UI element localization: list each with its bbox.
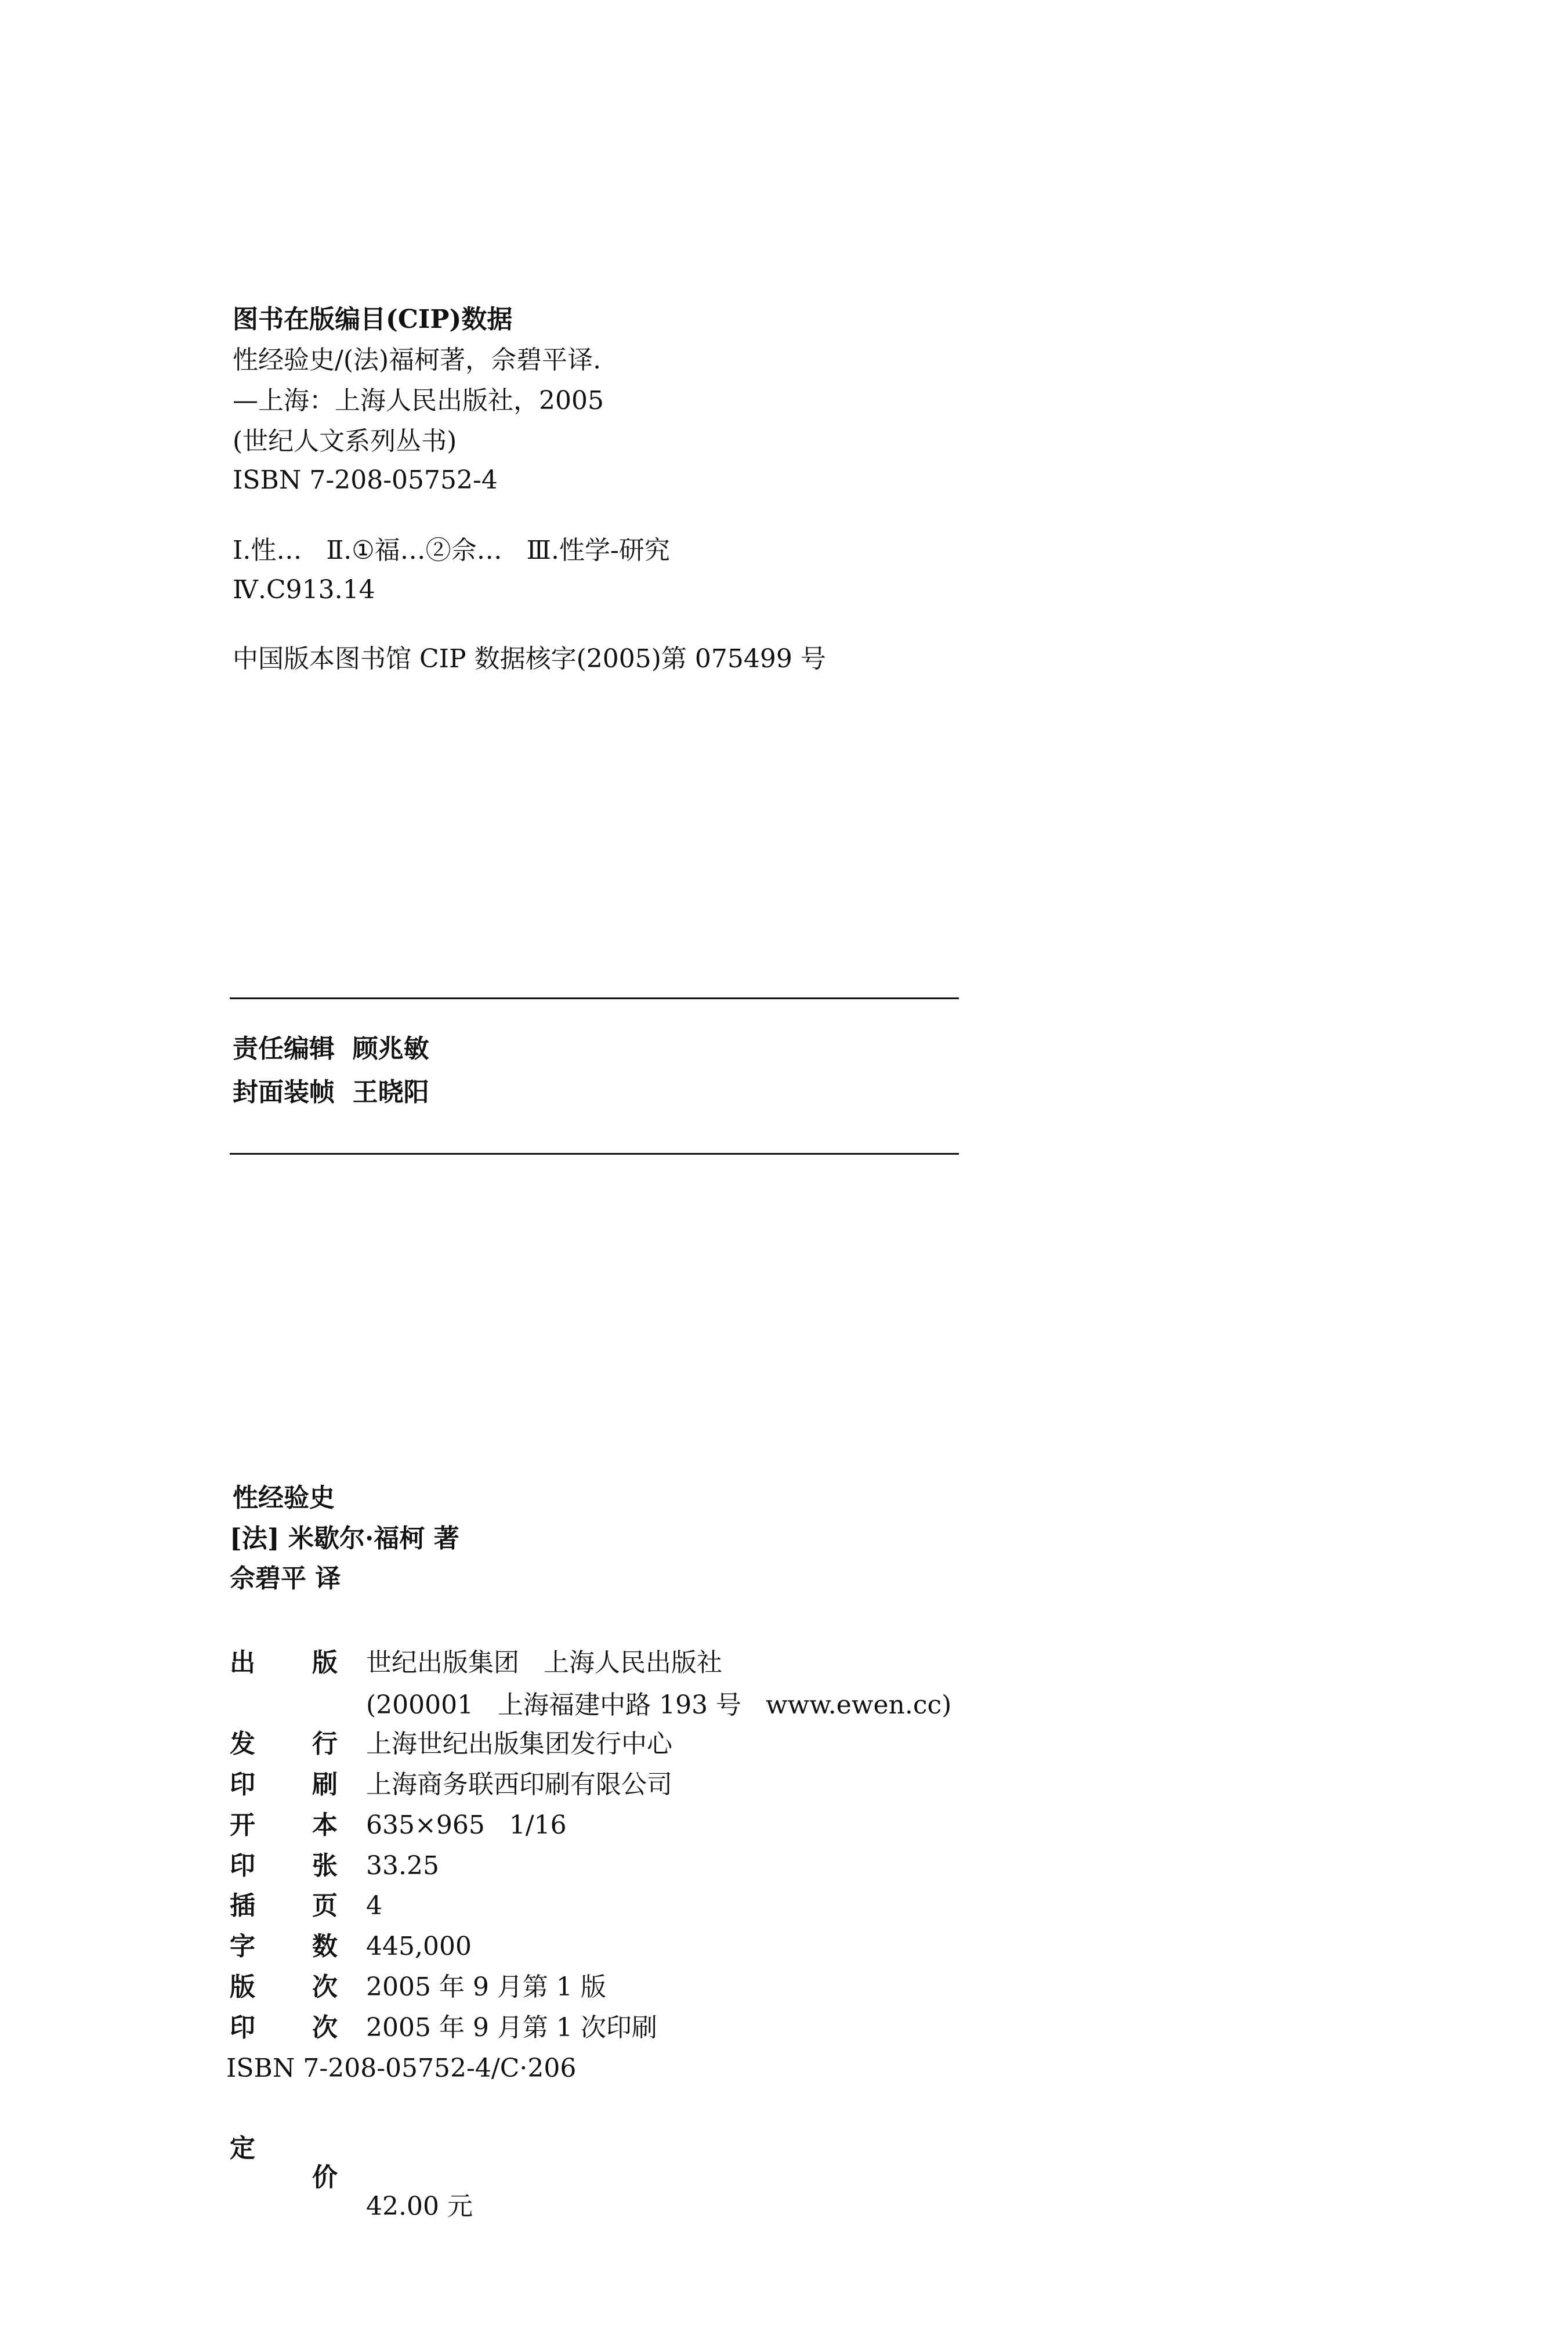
cip-isbn: ISBN 7-208-05752-4 [233, 465, 498, 495]
book-translator: 佘碧平 译 [230, 1564, 341, 1593]
row-value: 4 [366, 1891, 382, 1921]
book-author: [法] 米歇尔·福柯 著 [230, 1524, 459, 1553]
row-label: 数 [312, 1932, 338, 1961]
row-label: 开 [230, 1810, 255, 1840]
cip-classification: Ⅳ.C913.14 [233, 575, 375, 605]
divider-top [230, 997, 959, 999]
row-value: 2005 年 9 月第 1 版 [366, 1972, 606, 2002]
row-label: 发 [230, 1729, 255, 1759]
row-label: 次 [312, 2013, 338, 2042]
row-label: 版 [312, 1648, 338, 1677]
colophon-row-price [230, 2105, 473, 2221]
credit-cover-design [233, 1078, 429, 1107]
row-value: 445,000 [366, 1932, 472, 1961]
cip-line: 性经验史/(法)福柯著，佘碧平译. [233, 345, 602, 375]
cip-record-number: 中国版本图书馆 CIP 数据核字(2005)第 075499 号 [233, 644, 826, 674]
credit-role: 责任编辑 [233, 1034, 335, 1064]
row-label: 刷 [312, 1770, 338, 1799]
row-value: 2005 年 9 月第 1 次印刷 [366, 2013, 657, 2042]
row-label: 页 [312, 1891, 338, 1921]
row-label: 插 [230, 1891, 255, 1921]
book-title: 性经验史 [233, 1483, 335, 1513]
row-label: 定 [230, 2134, 255, 2163]
row-label: 行 [312, 1729, 338, 1759]
row-label: 本 [312, 1810, 338, 1840]
divider-bottom [230, 1153, 959, 1155]
row-label: 张 [312, 1851, 338, 1881]
credit-role: 封面装帧 [233, 1078, 335, 1107]
row-value: 上海世纪出版集团发行中心 [366, 1729, 672, 1759]
row-label: 版 [230, 1972, 255, 2002]
cip-subjects: Ⅰ.性… Ⅱ.①福…②佘… Ⅲ.性学-研究 [233, 536, 670, 565]
row-value: 635×965 1/16 [366, 1810, 567, 1840]
row-label: 印 [230, 1851, 255, 1881]
cip-line: —上海：上海人民出版社，2005 [233, 386, 604, 415]
row-label: 价 [312, 2163, 338, 2192]
row-value: 33.25 [366, 1851, 439, 1881]
cip-line: (世纪人文系列丛书) [233, 426, 457, 456]
row-label: 次 [312, 1972, 338, 2002]
row-label: 印 [230, 2013, 255, 2042]
row-value: 42.00 元 [366, 2192, 473, 2221]
row-value: 世纪出版集团 上海人民出版社 [366, 1648, 722, 1677]
credit-name: 顾兆敏 [352, 1034, 429, 1064]
cip-heading: 图书在版编目(CIP)数据 [233, 305, 513, 334]
row-label: 字 [230, 1932, 255, 1961]
credit-name: 王晓阳 [352, 1078, 429, 1107]
row-label: 出 [230, 1648, 255, 1677]
row-value: 上海商务联西印刷有限公司 [366, 1770, 672, 1799]
row-value: (200001 上海福建中路 193 号 www.ewen.cc) [366, 1690, 952, 1720]
row-label: 印 [230, 1770, 255, 1799]
isbn-full: ISBN 7-208-05752-4/C·206 [226, 2053, 577, 2083]
credit-editor [233, 1035, 429, 1064]
